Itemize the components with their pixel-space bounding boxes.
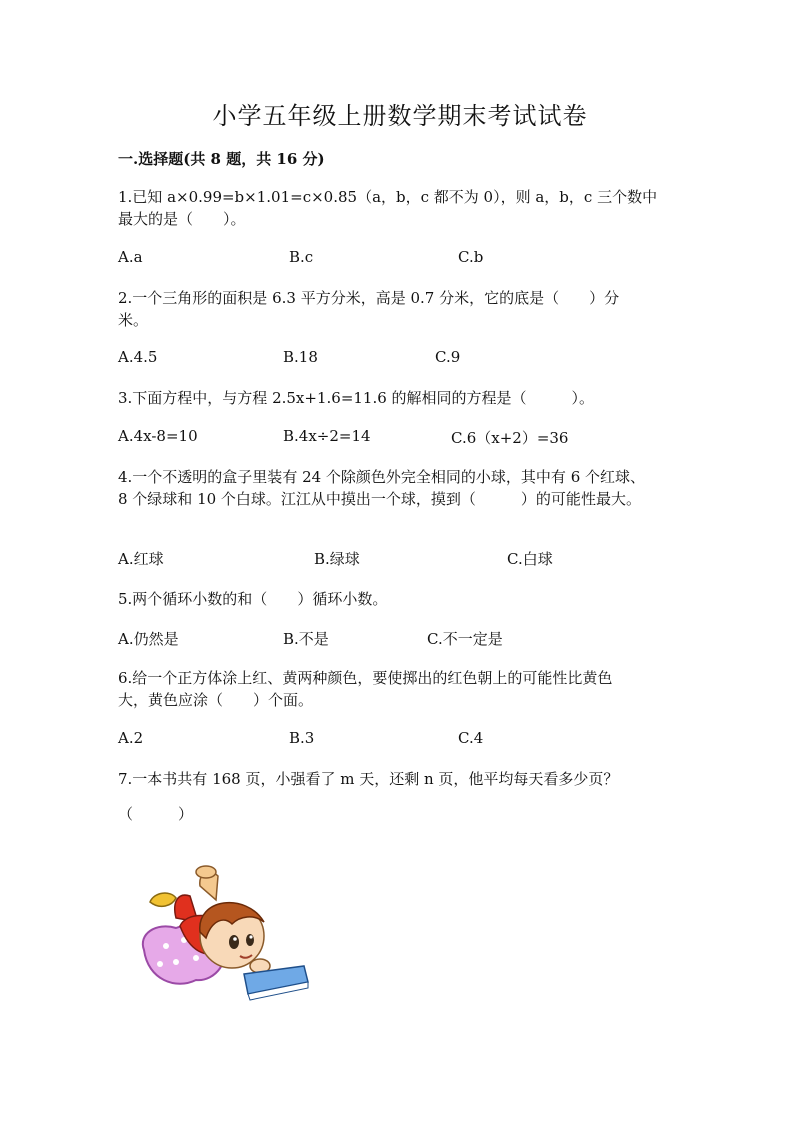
question-4-line-1: 4.一个不透明的盒子里装有 24 个除颜色外完全相同的小球，其中有 6 个红球、 xyxy=(118,468,646,486)
question-3-option-a[interactable]: A.4x-8=10 xyxy=(118,427,198,445)
child-reading-illustration xyxy=(136,862,316,1012)
question-5-option-c[interactable]: C.不一定是 xyxy=(427,630,503,648)
question-2-option-b[interactable]: B.18 xyxy=(283,348,318,366)
question-6-line-2: 大，黄色应涂（ ）个面。 xyxy=(118,691,314,709)
question-2-option-c[interactable]: C.9 xyxy=(435,348,461,366)
question-6-line-1: 6.给一个正方体涂上红、黄两种颜色，要使掷出的红色朝上的可能性比黄色 xyxy=(118,669,613,687)
question-5-option-b[interactable]: B.不是 xyxy=(283,630,329,648)
question-5-line-1: 5.两个循环小数的和（ ）循环小数。 xyxy=(118,590,388,608)
question-4-option-a[interactable]: A.红球 xyxy=(118,550,164,568)
question-1-line-2: 最大的是（ ）。 xyxy=(118,210,246,228)
question-1-option-a[interactable]: A.a xyxy=(118,248,143,266)
question-3-line-1: 3.下面方程中，与方程 2.5x+1.6=11.6 的解相同的方程是（ ）。 xyxy=(118,389,595,407)
question-5-option-a[interactable]: A.仍然是 xyxy=(118,630,179,648)
question-1-option-c[interactable]: C.b xyxy=(458,248,484,266)
question-4-option-c[interactable]: C.白球 xyxy=(507,550,553,568)
question-2-line-1: 2.一个三角形的面积是 6.3 平方分米，高是 0.7 分米，它的底是（ ）分 xyxy=(118,289,620,307)
page-title: 小学五年级上册数学期末考试试卷 xyxy=(212,102,588,130)
question-1-line-1: 1.已知 a×0.99=b×1.01=c×0.85（a，b，c 都不为 0），则 a，b，c 三个数中 xyxy=(118,188,658,206)
question-3-option-c[interactable]: C.6（x+2）=36 xyxy=(451,429,569,447)
question-7-line-1: 7.一本书共有 168 页，小强看了 m 天，还剩 n 页，他平均每天看多少页？ xyxy=(118,770,619,788)
question-4-line-2: 8 个绿球和 10 个白球。江江从中摸出一个球，摸到（ ）的可能性最大。 xyxy=(118,490,641,508)
question-1-option-b[interactable]: B.c xyxy=(289,248,314,266)
question-6-option-c[interactable]: C.4 xyxy=(458,729,484,747)
question-2-option-a[interactable]: A.4.5 xyxy=(118,348,158,366)
question-6-option-a[interactable]: A.2 xyxy=(118,729,144,747)
question-4-option-b[interactable]: B.绿球 xyxy=(314,550,360,568)
section-heading: 一.选择题(共 8 题，共 16 分) xyxy=(118,150,325,168)
question-3-option-b[interactable]: B.4x÷2=14 xyxy=(283,427,371,445)
question-7-line-2: （ ） xyxy=(118,805,194,823)
question-2-line-2: 米。 xyxy=(118,311,149,329)
question-6-option-b[interactable]: B.3 xyxy=(289,729,315,747)
